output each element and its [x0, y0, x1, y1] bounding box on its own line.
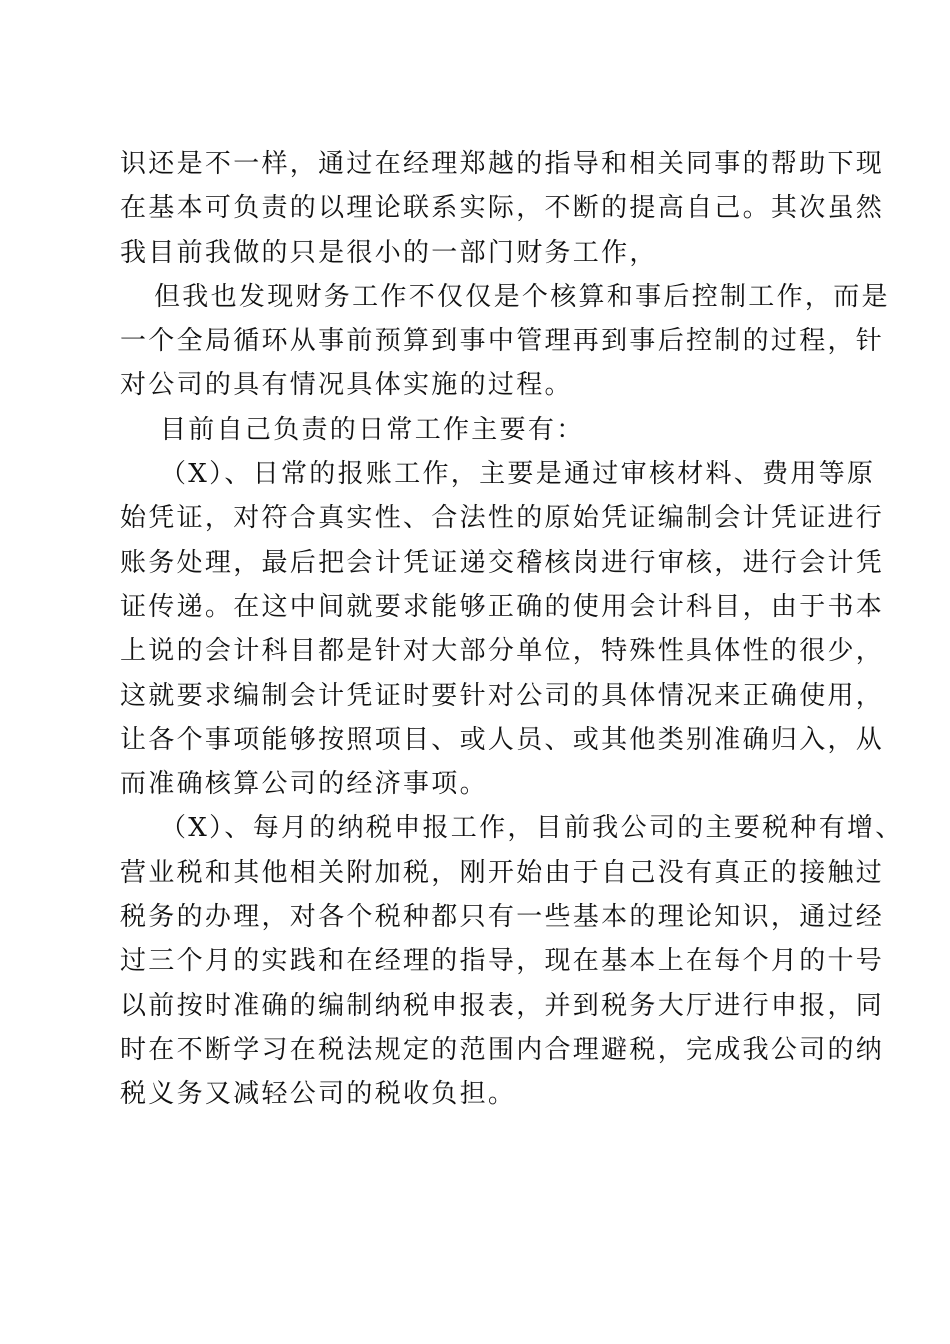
paragraph-line: （X）、日常的报账工作，主要是通过审核材料、费用等原: [160, 459, 876, 490]
paragraph-line: 让各个事项能够按照项目、或人员、或其他类别准确归入，从: [120, 724, 885, 755]
paragraph-line: 但我也发现财务工作不仅仅是个核算和事后控制工作，而是: [154, 281, 890, 312]
paragraph-line: 一个全局循环从事前预算到事中管理再到事后控制的过程，针: [120, 326, 885, 357]
paragraph-line: 对公司的具有情况具体实施的过程。: [120, 370, 573, 401]
paragraph-line: 这就要求编制会计凭证时要针对公司的具体情况来正确使用，: [120, 680, 885, 711]
paragraph-3: [120, 408, 840, 452]
paragraph-line: 时在不断学习在税法规定的范围内合理避税，完成我公司的纳: [120, 1034, 885, 1065]
paragraph-line: 目前自己负责的日常工作主要有：: [160, 414, 585, 445]
paragraph-line: 在基本可负责的以理论联系实际，不断的提高自己。其次虽然: [120, 193, 885, 224]
paragraph-line: 而准确核算公司的经济事项。: [120, 769, 488, 800]
paragraph-line: 上说的会计科目都是针对大部分单位，特殊性具体性的很少，: [120, 636, 885, 667]
paragraph-line: 以前按时准确的编制纳税申报表，并到税务大厅进行申报，同: [120, 990, 885, 1021]
paragraph-2: [120, 275, 890, 408]
paragraph-line: 始凭证，对符合真实性、合法性的原始凭证编制会计凭证进行: [120, 503, 885, 534]
paragraph-line: 识还是不一样，通过在经理郑越的指导和相关同事的帮助下现: [120, 149, 885, 179]
paragraph-line: 过三个月的实践和在经理的指导，现在基本上在每个月的十号: [120, 946, 885, 977]
paragraph-line: 税义务又减轻公司的税收负担。: [120, 1079, 517, 1110]
paragraph-line: 证传递。在这中间就要求能够正确的使用会计科目，由于书本: [120, 591, 885, 622]
paragraph-1: [120, 142, 885, 275]
paragraph-line: （X）、每月的纳税申报工作，目前我公司的主要税种有增、: [160, 813, 904, 844]
paragraph-line: 税务的办理，对各个税种都只有一些基本的理论知识，通过经: [120, 902, 885, 933]
document-body: [120, 142, 904, 1117]
paragraph-4: [120, 452, 885, 806]
paragraph-5: [120, 806, 904, 1116]
paragraph-line: 我目前我做的只是很小的一部门财务工作，: [120, 237, 658, 268]
paragraph-line: 账务处理，最后把会计凭证递交稽核岗进行审核，进行会计凭: [120, 547, 885, 578]
paragraph-line: 营业税和其他相关附加税，刚开始由于自己没有真正的接触过: [120, 857, 885, 888]
